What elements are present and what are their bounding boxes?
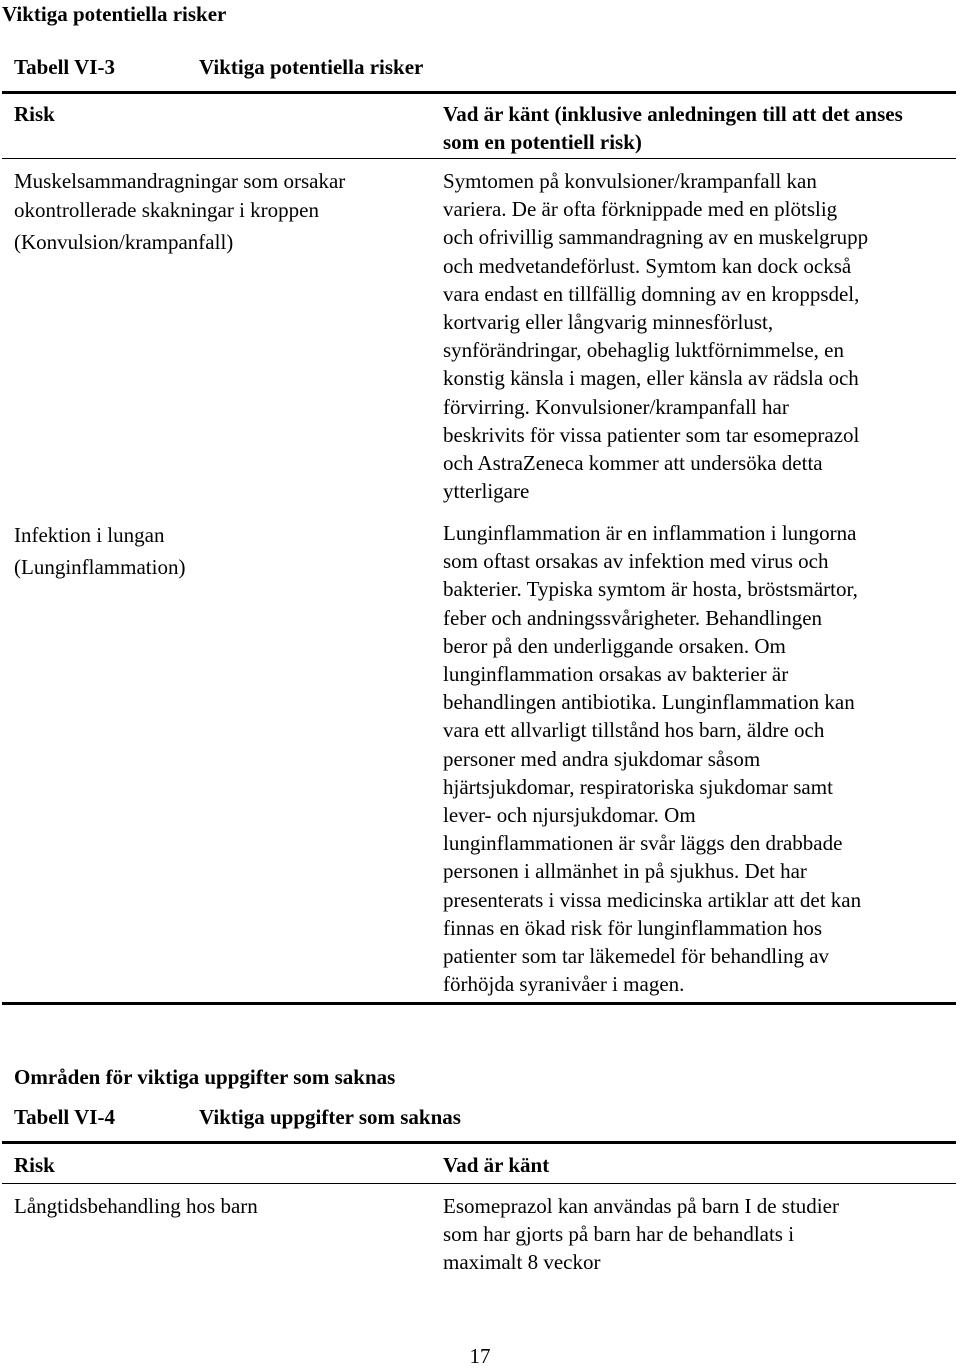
page-number: 17: [469, 1344, 491, 1368]
description-line: förhöjda syranivåer i magen.: [443, 972, 685, 997]
table-label: Tabell VI-3: [14, 55, 115, 79]
table-top-rule: [2, 1141, 956, 1144]
risk-text-line: (Lunginflammation): [14, 555, 186, 579]
column-header-known: [443, 100, 903, 156]
risk-cell: [14, 519, 185, 583]
column-header-known: Vad är känt: [443, 1153, 550, 1177]
description-cell: [443, 167, 868, 505]
description-cell: [443, 519, 861, 998]
description-line: som har gjorts på barn har de behandlats i: [443, 1222, 795, 1247]
table-title: Viktiga potentiella risker: [199, 55, 424, 79]
description-line: lunginflammationen är svår läggs den drabbade: [443, 831, 843, 856]
description-line: och ofrivillig sammandragning av en muskelgrupp: [443, 225, 869, 250]
description-line: som oftast orsakas av infektion med virus och: [443, 549, 829, 574]
description-line: Esomeprazol kan användas på barn I de studier: [443, 1194, 839, 1218]
section-heading: Områden för viktiga uppgifter som saknas: [14, 1065, 396, 1089]
description-line: Symtomen på konvulsioner/krampanfall kan: [443, 169, 817, 193]
risk-text-line: Muskelsammandragningar som orsakar: [14, 169, 346, 193]
description-line: ytterligare: [443, 479, 530, 504]
description-line: personen i allmänhet in på sjukhus. Det har: [443, 859, 807, 884]
description-line: vara ett allvarligt tillstånd hos barn, äldre och: [443, 718, 825, 743]
column-header-risk: Risk: [14, 102, 55, 126]
table-top-rule: [2, 91, 956, 94]
table-bottom-rule: [2, 1002, 956, 1005]
column-header-known-line: Vad är känt (inklusive anledningen till att det anses: [443, 102, 903, 126]
description-line: och medvetandeförlust. Symtom kan dock också: [443, 253, 852, 278]
table-title: Viktiga uppgifter som saknas: [199, 1105, 461, 1129]
description-line: maximalt 8 veckor: [443, 1250, 601, 1275]
risk-cell: Långtidsbehandling hos barn: [14, 1194, 258, 1218]
description-line: Lunginflammation är en inflammation i lungorna: [443, 521, 857, 545]
risk-text-line: okontrollerade skakningar i kroppen: [14, 197, 319, 222]
description-line: synförändringar, obehaglig luktförnimmelse, en: [443, 338, 844, 363]
description-line: personer med andra sjukdomar såsom: [443, 746, 761, 771]
header-rule: [2, 158, 956, 159]
description-line: bakterier. Typiska symtom är hosta, bröstsmärtor,: [443, 577, 858, 602]
description-line: feber och andningssvårigheter. Behandlingen: [443, 605, 823, 630]
risk-text-line: (Konvulsion/krampanfall): [14, 230, 234, 254]
table-label: Tabell VI-4: [14, 1105, 115, 1129]
description-line: beror på den underliggande orsaken. Om: [443, 633, 786, 658]
description-cell: [443, 1192, 839, 1277]
description-line: variera. De är ofta förknippade med en plötslig: [443, 197, 838, 222]
description-line: finnas en ökad risk för lunginflammation hos: [443, 915, 823, 940]
description-line: förvirring. Konvulsioner/krampanfall har: [443, 394, 789, 419]
description-line: lunginflammation orsakas av bakterier är: [443, 662, 789, 687]
description-line: hjärtsjukdomar, respiratoriska sjukdomar samt: [443, 774, 833, 799]
description-line: konstig känsla i magen, eller känsla av rädsla och: [443, 366, 859, 391]
column-header-known-line: som en potentiell risk): [443, 130, 642, 155]
description-line: och AstraZeneca kommer att undersöka detta: [443, 451, 823, 476]
description-line: presenterats i vissa medicinska artiklar att det kan: [443, 887, 862, 912]
risk-text-line: Infektion i lungan: [14, 523, 165, 547]
header-rule: [2, 1183, 956, 1184]
risk-cell: [14, 167, 345, 257]
description-line: kortvarig eller långvarig minnesförlust,: [443, 310, 774, 335]
description-line: patienter som tar läkemedel för behandling av: [443, 944, 830, 969]
column-header-risk: Risk: [14, 1153, 55, 1177]
description-line: lever- och njursjukdomar. Om: [443, 803, 696, 828]
description-line: vara endast en tillfällig domning av en kroppsdel,: [443, 281, 860, 306]
section-heading: Viktiga potentiella risker: [2, 2, 227, 26]
description-line: beskrivits för vissa patienter som tar esomeprazol: [443, 422, 860, 447]
description-line: behandlingen antibiotika. Lunginflammation kan: [443, 690, 855, 715]
